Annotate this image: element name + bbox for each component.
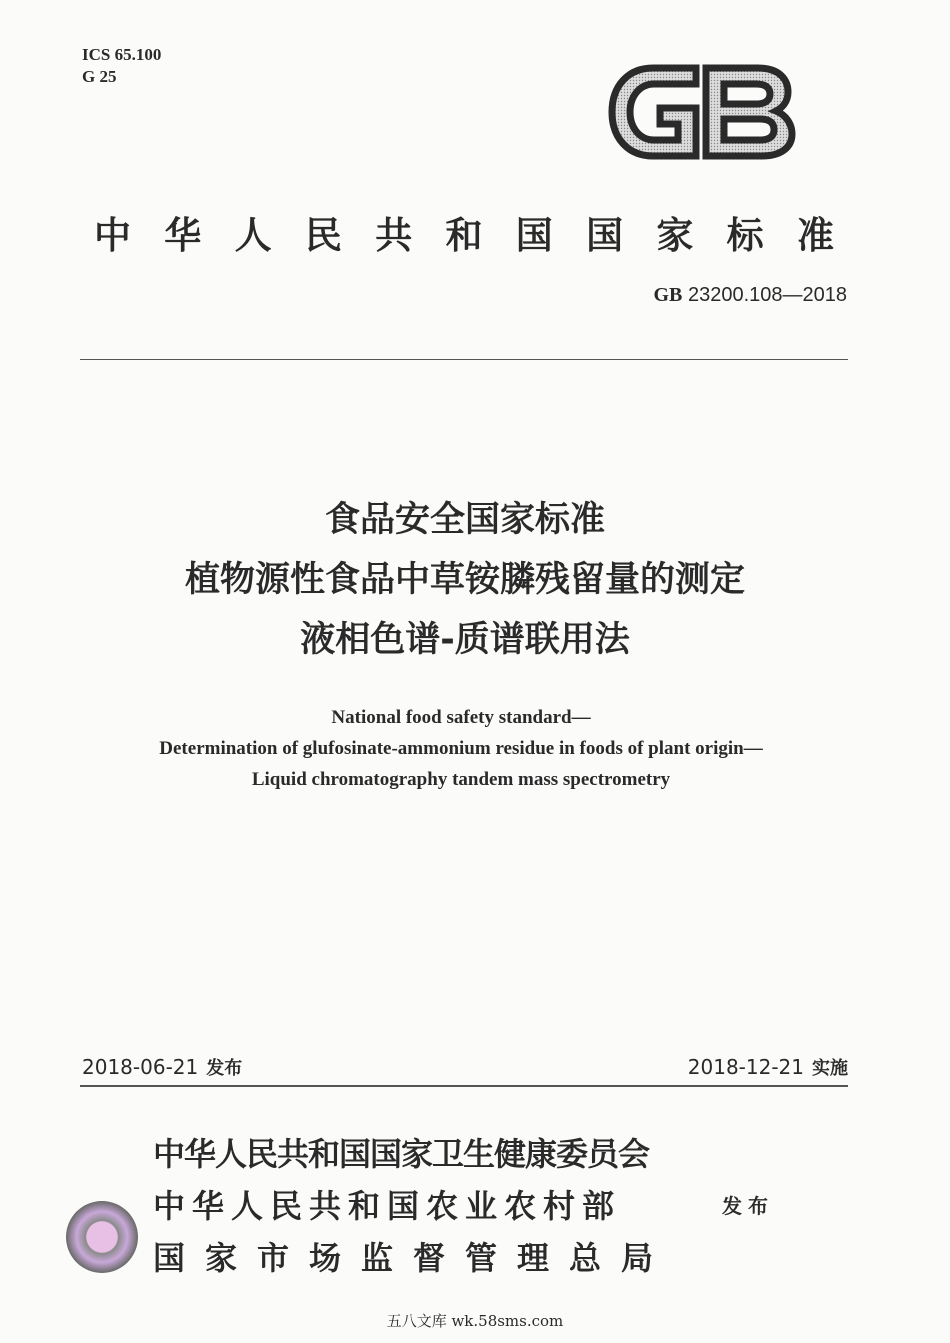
title-line: Liquid chromatography tandem mass spectrometry (251, 769, 671, 790)
heading-char: 中 (94, 214, 131, 257)
issue-date (82, 1054, 242, 1080)
title-line: 食品安全国家标准 (324, 500, 605, 540)
watermark-footer: 五八文库 wk.58sms.com (386, 1312, 564, 1330)
issuer: 国家市场监督管理总局 (153, 1239, 674, 1277)
gb-logo (608, 64, 798, 164)
implement-date-value: 2018-12-21 (687, 1055, 804, 1079)
title-line: 植物源性食品中草铵膦残留量的测定 (184, 560, 745, 600)
chinese-title (0, 490, 930, 670)
issuing-authorities (153, 1128, 698, 1284)
hologram-seal (66, 1201, 138, 1273)
issuer: 中华人民共和国农业农村部 (153, 1187, 622, 1225)
ics-code: ICS 65.100 (82, 45, 162, 64)
heading-char: 华 (164, 214, 202, 257)
issued-label: 发布 (722, 1194, 774, 1218)
heading-char: 家 (656, 214, 694, 257)
title-line: National food safety standard— (331, 707, 591, 728)
title-line: 液相色谱-质谱联用法 (300, 620, 630, 660)
heading-char: 人 (234, 214, 272, 257)
classification-codes (82, 44, 161, 88)
implementation-date (688, 1054, 848, 1080)
standard-number (653, 284, 847, 307)
national-standard-heading (94, 205, 834, 259)
title-line: Determination of glufosinate-ammonium residue in foods of plant origin— (159, 738, 763, 759)
divider (80, 1085, 848, 1087)
heading-char: 和 (445, 214, 483, 257)
heading-char: 国 (515, 214, 553, 257)
heading-char: 民 (304, 214, 342, 257)
english-title (0, 702, 922, 795)
heading-char: 国 (586, 214, 624, 257)
heading-char: 标 (726, 214, 764, 257)
issue-label: 发布 (206, 1058, 243, 1079)
ccs-code: G 25 (82, 67, 117, 86)
implement-label: 实施 (812, 1058, 848, 1079)
issuer: 中华人民共和国国家卫生健康委员会 (153, 1135, 650, 1173)
heading-char: 共 (375, 214, 413, 257)
standard-code: 23200.108—2018 (687, 284, 847, 306)
heading-char: 准 (796, 214, 834, 257)
standard-prefix: GB (653, 284, 683, 306)
issue-date-value: 2018-06-21 (82, 1055, 199, 1079)
divider (80, 359, 848, 360)
